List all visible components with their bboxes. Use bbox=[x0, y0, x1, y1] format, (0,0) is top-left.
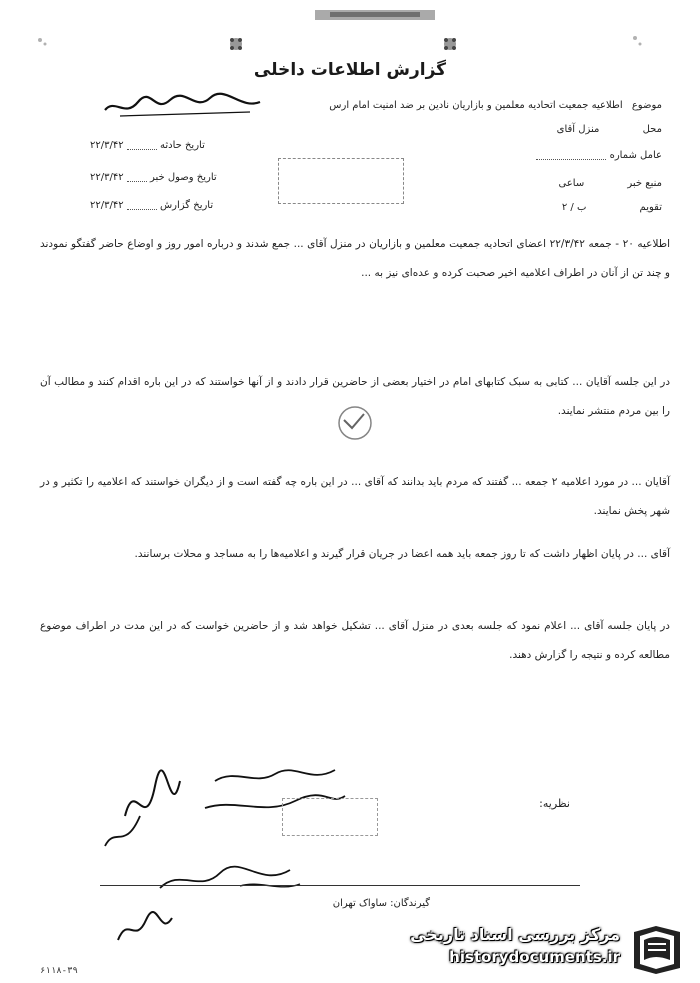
recipient-label: گیرندگان bbox=[393, 898, 430, 909]
source-field bbox=[558, 178, 662, 189]
footer-divider bbox=[100, 885, 580, 886]
seal-right-icon bbox=[444, 38, 456, 50]
place-field bbox=[557, 124, 662, 135]
report-date-label: تاریخ گزارش bbox=[159, 200, 214, 211]
body-paragraph: در پایان جلسه آقای ... اعلام نمود که جلسه بعدی در منزل آقای ... تشکیل خواهد شد و از حاضرین خواست که در این مدت در اطراف موضوع مطالعه کرده و نتیجه را گزارش دهند. bbox=[40, 620, 670, 661]
source-label: منبع خبر bbox=[627, 178, 662, 189]
archive-title: مرکز بررسی اسناد تاریخی bbox=[410, 925, 620, 944]
subject-value: اطلاعیه جمعیت اتحادیه معلمین و بازاریان نادین بر ضد امنیت امام ارس bbox=[329, 100, 623, 111]
recipient-value: ساواک تهران bbox=[332, 898, 387, 909]
source-value: ساعی bbox=[558, 178, 585, 189]
document-number: ۶۱۱۸-۳۹ bbox=[40, 966, 78, 976]
stamp-box bbox=[278, 158, 404, 204]
handwritten-registration-number bbox=[100, 88, 280, 128]
source-number-label: عامل شماره bbox=[609, 150, 662, 161]
receipt-date-label: تاریخ وصول خبر bbox=[149, 172, 217, 183]
document-title: گزارش اطلاعات داخلی bbox=[253, 60, 447, 80]
subject-field bbox=[329, 100, 662, 111]
seal-left-icon bbox=[230, 38, 242, 50]
place-value: منزل آقای bbox=[556, 124, 600, 135]
evaluation-label: تقویم bbox=[639, 202, 662, 213]
notes-label: نظریه bbox=[542, 797, 570, 810]
evaluation-value: ب / ۲ bbox=[561, 202, 587, 213]
top-stamp-marks bbox=[0, 0, 700, 60]
notes-field: نظریه: bbox=[539, 797, 570, 810]
source-number-field bbox=[536, 150, 662, 161]
receipt-date-field bbox=[90, 172, 217, 183]
report-date-value: ۲۲/۳/۴۲ bbox=[90, 200, 124, 211]
body-paragraph: اطلاعیه ۲۰ - جمعه ۲۲/۳/۴۲ اعضای اتحادیه جمعیت معلمین و بازاریان در منزل آقای ... جمع شدند و درباره امور روز و اوضاع حاضر گفتگو نمودند و چند تن از آنان در اطراف اعلامیه اخیر صحبت کرده و عده‌ای نیز به ... bbox=[40, 238, 670, 279]
archive-logo-icon bbox=[626, 922, 688, 978]
incident-date-label: تاریخ حادثه bbox=[159, 140, 205, 151]
body-paragraph: در این جلسه آقایان ... کتابی به سبک کتابهای امام در اختیار بعضی از حاضرین قرار دادند و از آنها خواستند که در این باره اقدام کنند و مطالب آن را بین مردم منتشر نمایند. bbox=[40, 376, 670, 417]
receipt-date-value: ۲۲/۳/۴۲ bbox=[90, 172, 124, 183]
evaluation-field bbox=[562, 202, 662, 213]
handwritten-initials bbox=[150, 858, 310, 898]
incident-date-value: ۲۲/۳/۴۲ bbox=[90, 140, 124, 151]
archive-url: historydocuments.ir bbox=[449, 948, 620, 966]
handwritten-mark-bottom bbox=[110, 900, 190, 950]
notes-box bbox=[282, 798, 378, 836]
subject-label: موضوع bbox=[631, 100, 662, 111]
incident-date-field bbox=[90, 140, 205, 151]
body-paragraph: آقای ... در پایان اظهار داشت که تا روز جمعه باید همه اعضا در جریان قرار گیرند و اعلامیه‌ها را به مساجد و محلات برسانند. bbox=[134, 548, 670, 560]
recipient-field: گیرندگان: ساواک تهران bbox=[332, 898, 430, 909]
place-label: محل bbox=[642, 124, 662, 135]
report-date-field bbox=[90, 200, 213, 211]
body-paragraph: آقایان ... در مورد اعلامیه ۲ جمعه ... گفتند که مردم باید بدانند که آقای ... در این باره چه گفته است و از دیگران خواستند که اعلامیه را تکثیر و در شهر پخش نمایند. bbox=[40, 476, 670, 517]
ink-seal-icon bbox=[330, 400, 380, 446]
